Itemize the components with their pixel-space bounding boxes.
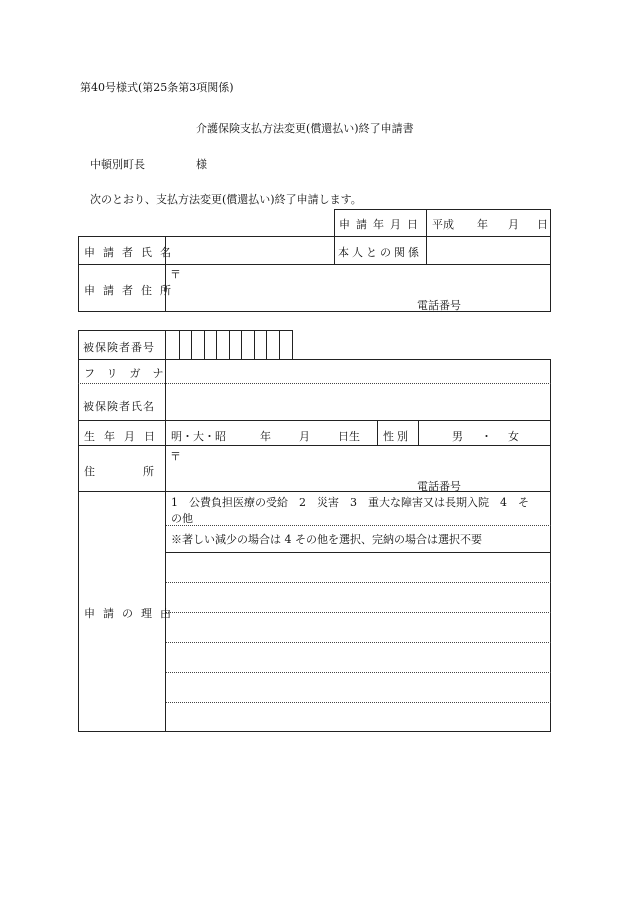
reason-line-2[interactable] [166,583,550,611]
insured-postal-mark: 〒 [170,450,181,463]
insured-name-field[interactable] [166,384,550,420]
insured-address-label-text: 住所 [84,465,202,478]
date-day: 日 [537,218,548,231]
form-number: 第40号様式(第25条第3項関係) [80,81,234,94]
relation-label: 本人との関係 [338,246,422,259]
applicant-name-label: 申請者氏名 [84,246,179,259]
sex-divider-left [377,420,378,445]
row-divider [78,491,551,492]
insured-address-label [84,463,202,479]
digit-divider [229,330,230,360]
birth-label: 生年月日 [84,430,164,443]
insured-phone-label: 電話番号 [417,480,461,493]
addressee: 中頓別町長 [90,158,145,171]
intro-text: 次のとおり、支払方法変更(償還払い)終了申請します。 [90,193,362,206]
reason-label: 申請の理由 [84,607,179,620]
digit-divider [254,330,255,360]
date-month: 月 [508,218,519,231]
insured-number-label: 被保険者番号 [83,341,155,354]
sex-label: 性別 [383,430,411,443]
applicant-name-field[interactable] [165,236,335,265]
insured-name-label: 被保険者氏名 [83,400,155,413]
reason-divider [166,525,551,526]
furigana-label: フリガナ [84,367,176,380]
date-label-text: 申請年月日 [339,218,424,231]
digit-divider [241,330,242,360]
honorific: 様 [196,158,207,171]
applicant-address-field[interactable] [165,264,551,312]
birth-month: 月 [299,430,310,443]
applicant-postal-mark: 〒 [170,268,181,281]
digit-divider [204,330,205,360]
reason-options-line2: の他 [171,512,193,525]
birth-date-field[interactable] [166,421,377,445]
birth-day: 日生 [338,430,360,443]
reason-line-1[interactable] [166,553,550,581]
sex-male[interactable]: 男 [452,430,463,443]
digit-divider [279,330,280,360]
reason-line-5[interactable] [166,673,550,701]
reason-options-line1: 1 公費負担医療の受給 2 災害 3 重大な障害又は長期入院 4 そ [171,496,529,509]
reason-note: ※著しい減少の場合は 4 その他を選択、完納の場合は選択不要 [171,533,482,546]
birth-eras: 明・大・昭 [171,430,226,443]
digit-divider [266,330,267,360]
furigana-field[interactable] [166,360,550,382]
birth-year: 年 [260,430,271,443]
date-label [339,216,424,232]
digit-divider [179,330,180,360]
insured-address-field[interactable] [166,446,550,491]
reason-line-3[interactable] [166,613,550,641]
sex-female[interactable]: 女 [508,430,519,443]
page-title: 介護保険支払方法変更(償還払い)終了申請書 [196,122,414,135]
digit-divider [191,330,192,360]
applicant-address-label: 申請者住所 [84,284,179,297]
date-era: 平成 [432,218,454,231]
relation-field[interactable] [426,236,551,265]
digit-divider [216,330,217,360]
applicant-phone-label: 電話番号 [417,299,461,312]
reason-line-4[interactable] [166,643,550,671]
reason-line-6[interactable] [166,703,550,731]
date-year: 年 [477,218,488,231]
sex-separator: ・ [481,430,492,443]
